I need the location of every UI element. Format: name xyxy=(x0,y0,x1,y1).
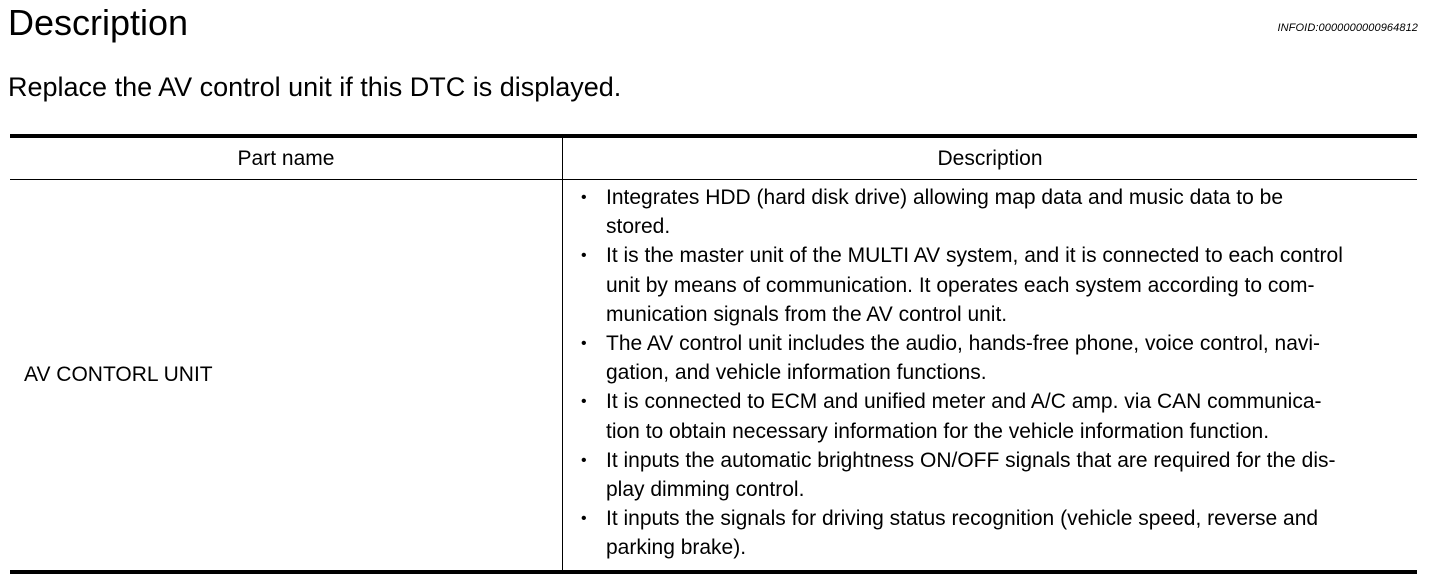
bullet-icon: • xyxy=(581,510,587,528)
column-header-part-name: Part name xyxy=(10,138,563,179)
bullet-icon: • xyxy=(581,247,587,265)
column-header-description: Description xyxy=(937,146,1043,170)
bullet-icon: • xyxy=(581,189,587,206)
list-item xyxy=(581,504,1407,562)
list-item xyxy=(581,387,1407,445)
table-row xyxy=(10,180,1417,570)
list-item xyxy=(581,241,1407,329)
list-item-text: It is the master unit of the MULTI AV system, and it is connected to each control unit by means of communication. It operates each system according to com- munication signals from the AV control unit. xyxy=(606,244,1343,326)
list-item-text: The AV control unit includes the audio, hands-free phone, voice control, navi- gation, and vehicle information functions. xyxy=(606,332,1321,385)
part-name-cell: AV CONTORL UNIT xyxy=(10,180,563,570)
bullet-icon: • xyxy=(581,393,587,411)
list-item-text: Integrates HDD (hard disk drive) allowing map data and music data to be stored. xyxy=(606,186,1284,239)
table-header xyxy=(10,138,1417,180)
description-table xyxy=(10,134,1417,574)
list-item xyxy=(581,183,1407,241)
list-item xyxy=(581,446,1407,504)
info-id: INFOID:0000000000964812 xyxy=(1277,22,1418,34)
section-title: Description xyxy=(8,2,189,43)
list-item xyxy=(581,329,1407,387)
description-list xyxy=(581,183,1407,563)
intro-text: Replace the AV control unit if this DTC is displayed. xyxy=(8,72,622,102)
bullet-icon: • xyxy=(581,451,587,469)
list-item-text: It is connected to ECM and unified meter and A/C amp. via CAN communica- tion to obtain necessary information for the vehicle information function. xyxy=(606,390,1322,443)
list-item-text: It inputs the signals for driving status recognition (vehicle speed, reverse and parking brake). xyxy=(606,507,1319,560)
bullet-icon: • xyxy=(581,335,587,353)
list-item-text: It inputs the automatic brightness ON/OFF signals that are required for the dis- play dimming control. xyxy=(606,448,1336,502)
description-cell xyxy=(563,180,1417,570)
